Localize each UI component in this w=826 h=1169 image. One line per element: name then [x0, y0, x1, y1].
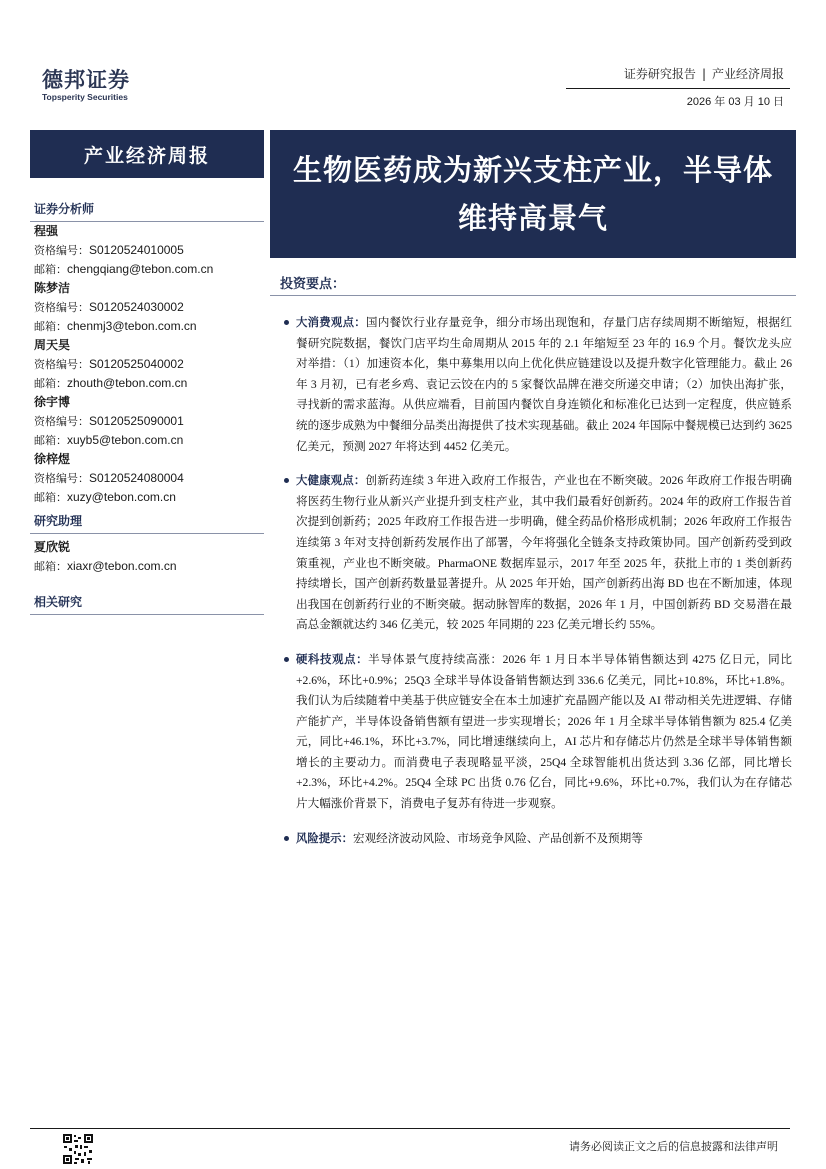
analyst-entry: 程强 资格编号：S0120524010005 邮箱：chengqiang@tebon.com.cn — [34, 222, 264, 279]
analyst-cert: S0120524030002 — [89, 300, 184, 314]
logo-name-en: Topsperity Securities — [42, 92, 128, 102]
analyst-entry: 周天昊 资格编号：S0120525040002 邮箱：zhouth@tebon.com.cn — [34, 336, 264, 393]
key-point-hardtech: 硬科技观点：半导体景气度持续高涨：2026 年 1 月日本半导体销售额达到 4275 亿日元，同比+2.6%，环比+0.9%；25Q3 全球半导体设备销售额达到 336.6 亿美元，同比+10.8%，环比+1.8%。我们认为后续随着中美基于供应链安全在本土加速扩充晶圆产能以及 AI 带动相关先进逻辑、存储产能扩产，半导体设备销售额有望进一步实现增长；2026 年 1 月全球半导体销售额为 825.4 亿美元，同比+46.1%，环比+3.7%，同比增速继续向上，AI 芯片和存储芯片仍然是全球半导体销售额增长的主要动力。而消费电子表现略显平淡，25Q4 全球智能机出货达到 3.36 亿部，同比增长+2.3%，环比+4.2%。25Q4 全球 PC 出货 0.76 亿台，同比+9.6%，环比+0.7%，我们认为在存储芯片大幅涨价背景下，消费电子复苏有待进一步观察。 — [284, 649, 792, 815]
analyst-entry: 徐梓煜 资格编号：S0120524080004 邮箱：xuzy@tebon.com.cn — [34, 450, 264, 507]
analyst-entry: 陈梦洁 资格编号：S0120524030002 邮箱：chenmj3@tebon.com.cn — [34, 279, 264, 336]
header-separator: | — [701, 67, 706, 81]
analyst-email[interactable]: chengqiang@tebon.com.cn — [67, 262, 214, 276]
assistant-heading: 研究助理 — [30, 510, 264, 534]
report-header — [624, 66, 784, 82]
analyst-name: 周天昊 — [34, 338, 71, 352]
analyst-cert: S0120525090001 — [89, 414, 184, 428]
company-logo — [42, 68, 130, 103]
assistant-name: 夏欣锐 — [34, 540, 71, 554]
analyst-email[interactable]: zhouth@tebon.com.cn — [67, 376, 188, 390]
report-date: 2026 年 03 月 10 日 — [686, 96, 784, 108]
analyst-cert: S0120525040002 — [89, 357, 184, 371]
analysts-heading: 证券分析师 — [30, 198, 264, 222]
key-points-heading: 投资要点： — [270, 266, 796, 296]
logo-name-cn: 德邦证券 — [42, 68, 130, 92]
report-title: 生物医药成为新兴支柱产业，半导体维持高景气 — [292, 153, 773, 235]
key-point-risk: 风险提示：宏观经济波动风险、市场竞争风险、产品创新不及预期等 — [284, 828, 792, 850]
category-banner — [30, 130, 264, 178]
assistant-entry: 夏欣锐 邮箱：xiaxr@tebon.com.cn — [34, 538, 264, 576]
analyst-email[interactable]: xuyb5@tebon.com.cn — [67, 433, 184, 447]
qr-code-icon — [62, 1133, 94, 1165]
assistant-email[interactable]: xiaxr@tebon.com.cn — [67, 559, 177, 573]
analyst-cert: S0120524010005 — [89, 243, 184, 257]
analyst-name: 徐梓煜 — [34, 452, 71, 466]
analyst-cert: S0120524080004 — [89, 471, 184, 485]
analyst-name: 陈梦洁 — [34, 281, 71, 295]
analyst-name: 徐宇博 — [34, 395, 71, 409]
report-type: 证券研究报告 — [623, 67, 696, 81]
footer-divider — [30, 1128, 790, 1129]
title-banner — [270, 130, 796, 258]
key-point-healthcare: 大健康观点：创新药连续 3 年进入政府工作报告，产业也在不断突破。2026 年政府工作报告明确将医药生物行业从新兴产业提升到支柱产业，其中我们最看好创新药。2024 年的政府工作报告首次提到创新药；2025 年政府工作报告进一步明确，健全药品价格形成机制；2026 年政府工作报告连续第 3 年对支持创新药发展作出了部署，今年将强化全链条支持政策协同。国产创新药受到政策重视，产业也不断突破。PharmaONE 数据库显示，2017 年至 2025 年，获批上市的 1 类创新药持续增长，国产创新药数量显著提升。从 2025 年开始，国产创新药出海 BD 也在不断加速，体现出我国在创新药行业的不断突破。据动脉智库的数据，2026 年 1 月，中国创新药 BD 交易潜在最高总金额就达约 346 亿美元，较 2025 年同期的 223 亿美元增长约 55%。 — [284, 470, 792, 636]
report-category: 产业经济周报 — [711, 67, 784, 81]
key-point-consumption: 大消费观点：国内餐饮行业存量竞争，细分市场出现饱和，存量门店存续周期不断缩短，根据红餐研究院数据，餐饮门店平均生命周期从 2015 年的 2.1 年缩短至 23 年的 16.9 个月。餐饮龙头应对举措：（1）加速资本化，集中募集用以向上优化供应链建设以及提升数字化管理能力。截止 26 年 3 月初，已有老乡鸡、袁记云饺在内的 5 家餐饮品牌在港交所递交申请；（2）加快出海扩张，寻找新的需求蓝海。从供应端看，目前国内餐饮自身连锁化和标准化已达到一定程度，供应链系统的逐步成熟为中餐细分品类出海提供了技术实现基础。截止 2024 年国际中餐规模已达到约 3625 亿美元，预测 2027 年将达到 4452 亿美元。 — [284, 312, 792, 457]
footer-disclaimer: 请务必阅读正文之后的信息披露和法律声明 — [569, 1140, 778, 1153]
key-points-list — [284, 312, 792, 862]
category-label: 产业经济周报 — [83, 144, 210, 167]
analyst-name: 程强 — [34, 224, 59, 238]
related-research-heading: 相关研究 — [30, 591, 264, 615]
analyst-email[interactable]: chenmj3@tebon.com.cn — [67, 319, 197, 333]
analyst-list — [34, 222, 264, 507]
header-divider — [566, 88, 790, 89]
analyst-email[interactable]: xuzy@tebon.com.cn — [67, 490, 176, 504]
analyst-entry: 徐宇博 资格编号：S0120525090001 邮箱：xuyb5@tebon.com.cn — [34, 393, 264, 450]
